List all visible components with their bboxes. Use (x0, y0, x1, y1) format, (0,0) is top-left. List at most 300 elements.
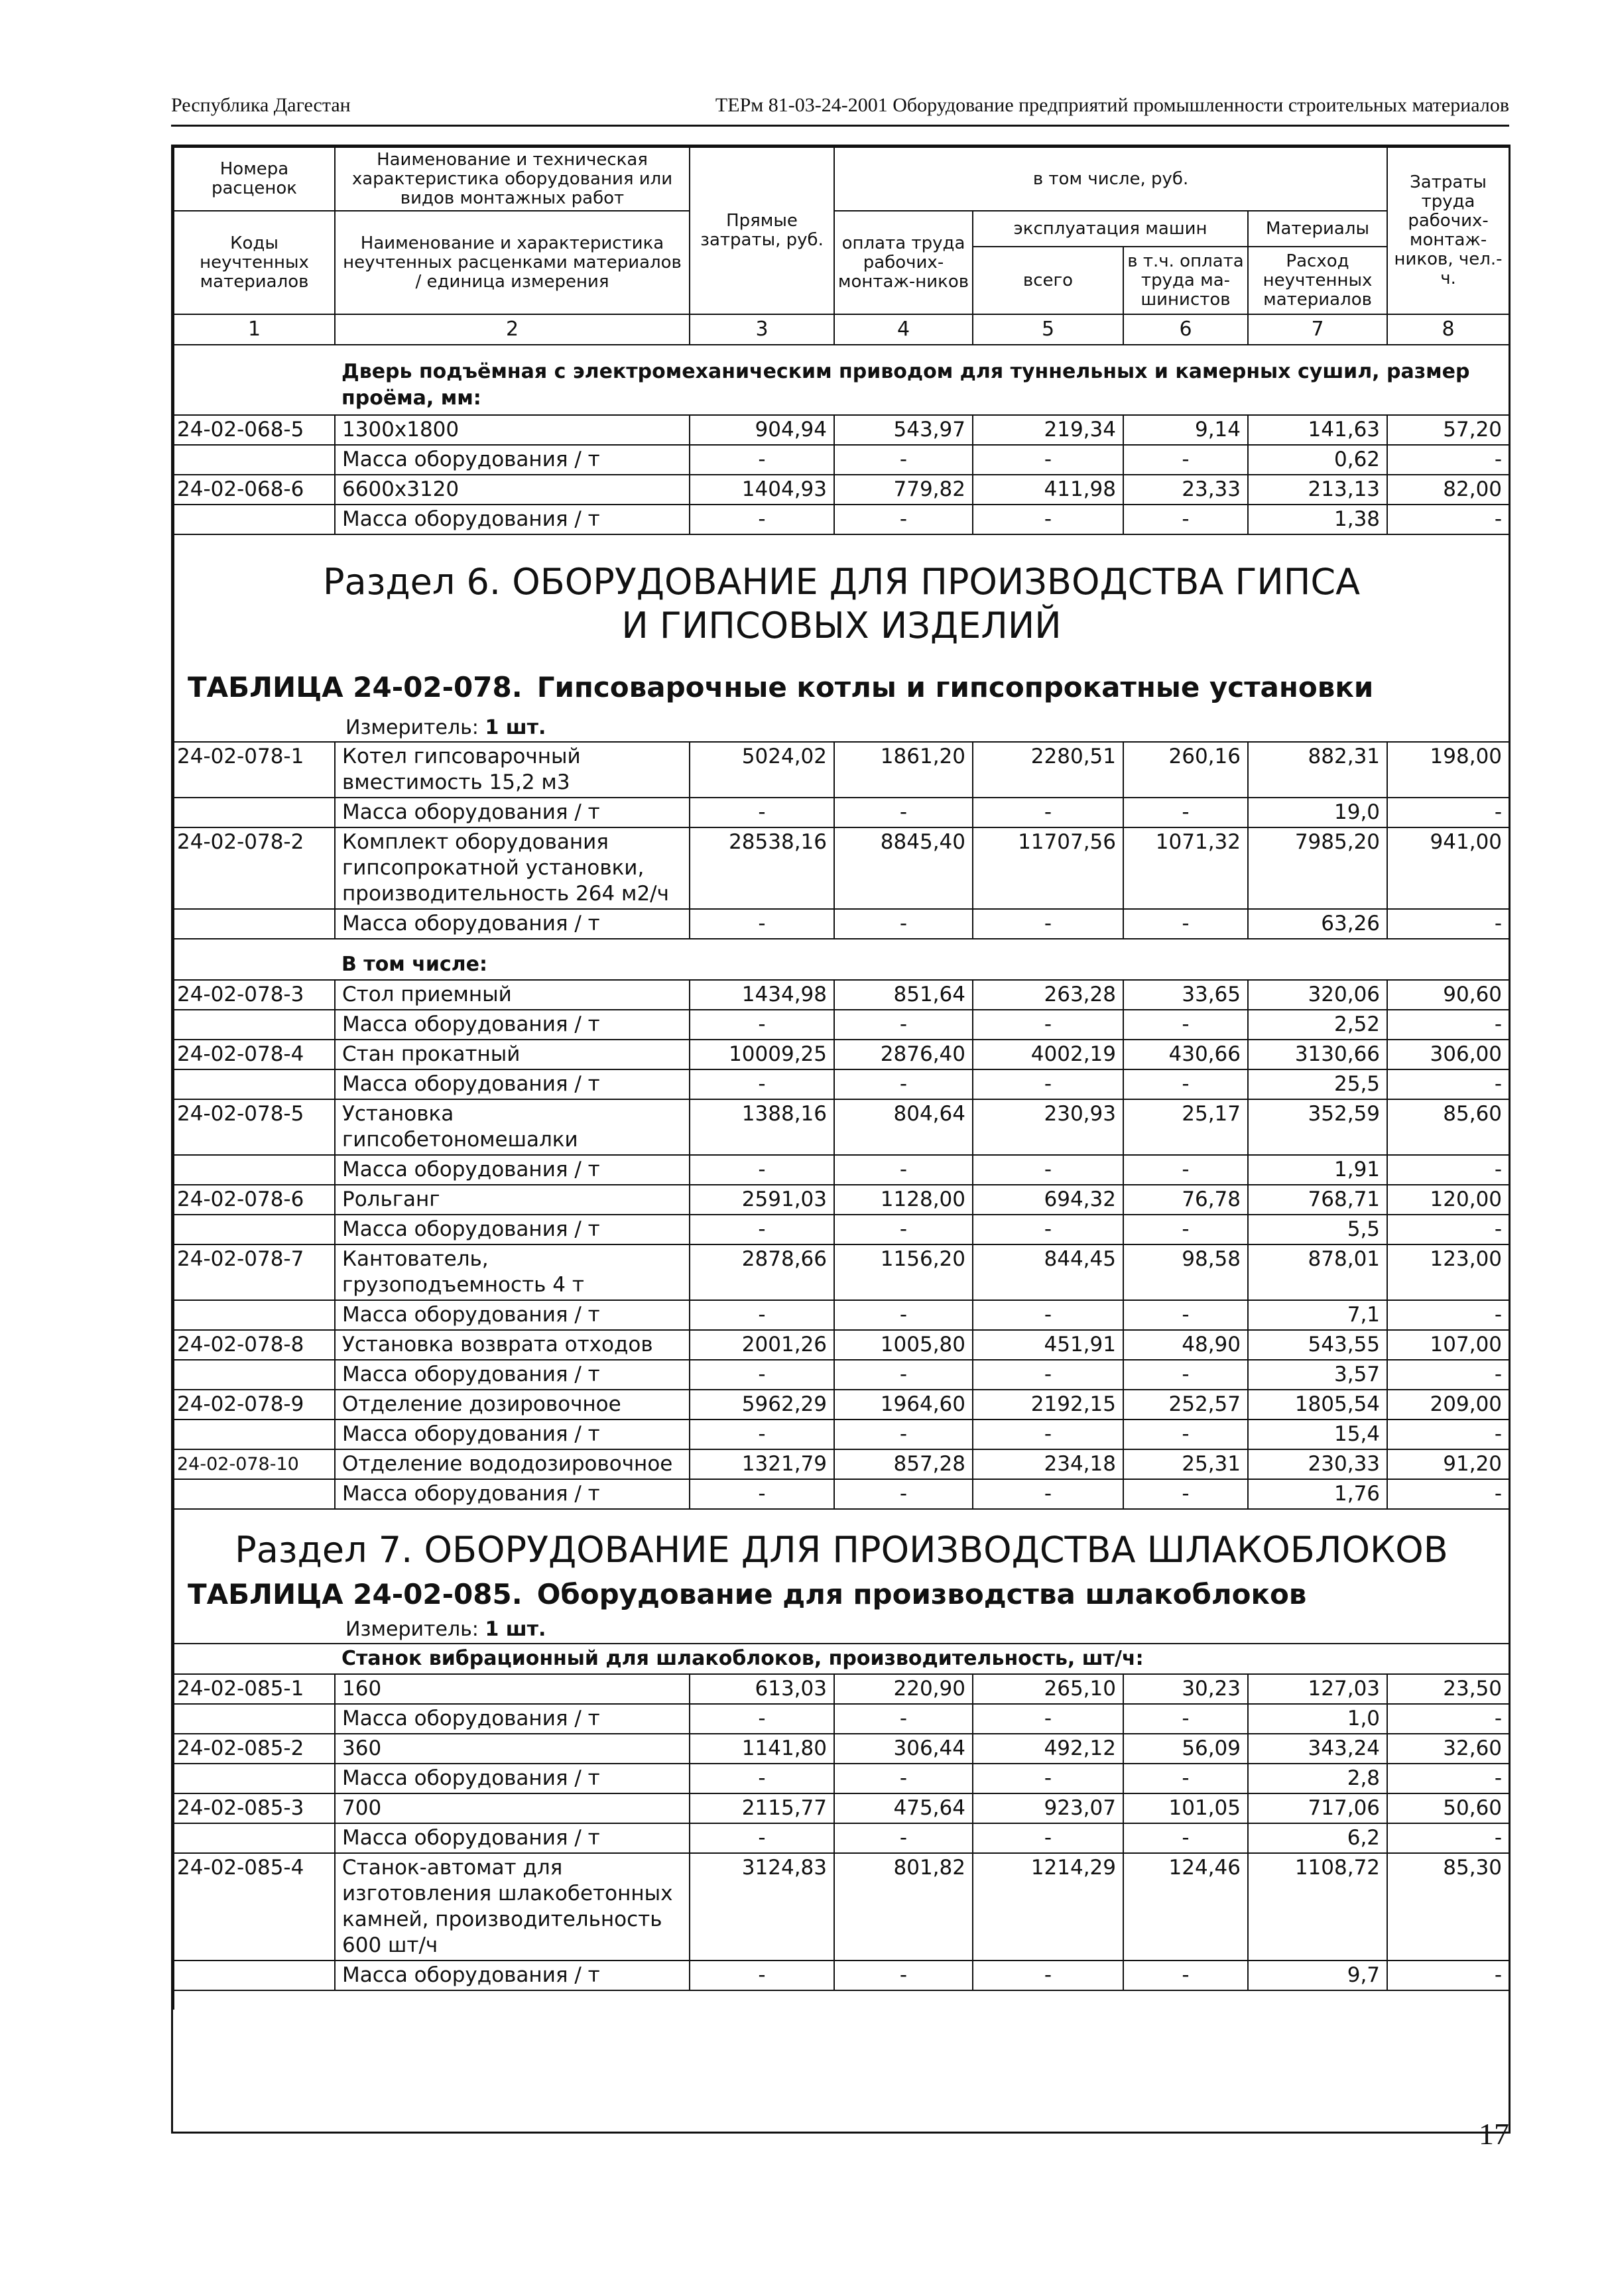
labor-cost: 85,60 (1387, 1099, 1509, 1155)
rate-code: 24-02-078-8 (174, 1330, 335, 1360)
item-name: Стол приемный (335, 980, 690, 1010)
labor-cost: - (1387, 1420, 1509, 1449)
labor-cost: 90,60 (1387, 980, 1509, 1010)
materials-value: 1108,72 (1248, 1853, 1387, 1961)
wage-cost: - (834, 1479, 973, 1509)
rate-code (174, 1961, 335, 1990)
machine-cost: - (973, 1479, 1123, 1509)
header-row-1 (174, 147, 1509, 211)
item-name: Масса оборудования / т (335, 1300, 690, 1330)
rate-code (174, 1704, 335, 1734)
machinist-wage: - (1123, 1961, 1248, 1990)
machinist-wage: 260,16 (1123, 742, 1248, 798)
item-name: Отделение дозировочное (335, 1390, 690, 1420)
machine-cost: - (973, 1764, 1123, 1793)
direct-cost: 2591,03 (690, 1185, 834, 1215)
direct-cost: - (690, 1704, 834, 1734)
col-materials-bottom: Расход неучтенных материалов (1248, 247, 1387, 314)
table-title (181, 671, 1502, 703)
wage-cost: - (834, 1961, 973, 1990)
machine-cost: - (973, 1420, 1123, 1449)
table-label: ТАБЛИЦА 24-02-078. (188, 671, 523, 703)
item-name: Установка гипсобетономешалки (335, 1099, 690, 1155)
col-code-bottom: Коды неучтенных материалов (174, 211, 335, 314)
wage-cost: - (834, 1704, 973, 1734)
col-incl: в том числе, руб. (834, 147, 1387, 211)
labor-cost: 85,30 (1387, 1853, 1509, 1961)
wage-cost: 2876,40 (834, 1040, 973, 1069)
direct-cost: - (690, 1155, 834, 1185)
direct-cost: 1321,79 (690, 1449, 834, 1479)
item-name: 700 (335, 1793, 690, 1823)
machine-cost: - (973, 445, 1123, 475)
rate-code (174, 1823, 335, 1853)
direct-cost: 613,03 (690, 1674, 834, 1704)
machinist-wage: 25,31 (1123, 1449, 1248, 1479)
machine-cost: - (973, 1300, 1123, 1330)
machinist-wage: - (1123, 798, 1248, 827)
direct-cost: 10009,25 (690, 1040, 834, 1069)
materials-value: 25,5 (1248, 1069, 1387, 1099)
wage-cost: 1156,20 (834, 1244, 973, 1300)
labor-cost: - (1387, 909, 1509, 939)
machinist-wage: - (1123, 445, 1248, 475)
direct-cost: 1388,16 (690, 1099, 834, 1155)
wage-cost: 857,28 (834, 1449, 973, 1479)
item-name: Масса оборудования / т (335, 1069, 690, 1099)
table-label: ТАБЛИЦА 24-02-085. (188, 1578, 523, 1610)
labor-cost: 23,50 (1387, 1674, 1509, 1704)
machine-cost: - (973, 1215, 1123, 1244)
section-6 (174, 534, 1509, 742)
materials-value: 127,03 (1248, 1674, 1387, 1704)
machinist-wage: 98,58 (1123, 1244, 1248, 1300)
rate-code: 24-02-078-4 (174, 1040, 335, 1069)
wage-cost: - (834, 798, 973, 827)
wage-cost: - (834, 1300, 973, 1330)
measure (181, 1616, 1502, 1643)
machine-cost: - (973, 798, 1123, 827)
table-row (174, 827, 1509, 909)
machinist-wage: 76,78 (1123, 1185, 1248, 1215)
col-number: 1 (174, 314, 335, 345)
subgroup (174, 939, 1509, 980)
direct-cost: 3124,83 (690, 1853, 834, 1961)
machine-cost: - (973, 1010, 1123, 1040)
item-name: Масса оборудования / т (335, 1764, 690, 1793)
wage-cost: 779,82 (834, 475, 973, 505)
machinist-wage: - (1123, 1360, 1248, 1390)
labor-cost: - (1387, 1764, 1509, 1793)
wage-cost: 8845,40 (834, 827, 973, 909)
item-name: 6600x3120 (335, 475, 690, 505)
machinist-wage: - (1123, 1823, 1248, 1853)
labor-cost: - (1387, 1215, 1509, 1244)
machinist-wage: 25,17 (1123, 1099, 1248, 1155)
item-name: Станок-автомат для изготовления шлакобетонных камней, производительность 600 шт/ч (335, 1853, 690, 1961)
direct-cost: 2115,77 (690, 1793, 834, 1823)
col-materials-top: Материалы (1248, 211, 1387, 247)
labor-cost: 91,20 (1387, 1449, 1509, 1479)
rate-code (174, 1215, 335, 1244)
item-name: Стан прокатный (335, 1040, 690, 1069)
direct-cost: - (690, 1823, 834, 1853)
item-name: Масса оборудования / т (335, 445, 690, 475)
table-row (174, 475, 1509, 505)
labor-cost: 120,00 (1387, 1185, 1509, 1215)
header-document-title: ТЕРм 81-03-24-2001 Оборудование предприятий промышленности строительных материалов (715, 94, 1509, 116)
direct-cost: 1404,93 (690, 475, 834, 505)
direct-cost: 904,94 (690, 415, 834, 445)
section-6-subrows (174, 980, 1509, 1509)
machinist-wage: 23,33 (1123, 475, 1248, 505)
machinist-wage: - (1123, 909, 1248, 939)
mass-row (174, 1300, 1509, 1330)
group-title: Станок вибрационный для шлакоблоков, производительность, шт/ч: (335, 1644, 1509, 1674)
machinist-wage: 33,65 (1123, 980, 1248, 1010)
rate-code: 24-02-085-3 (174, 1793, 335, 1823)
machine-cost: - (973, 505, 1123, 534)
wage-cost: - (834, 505, 973, 534)
mass-row (174, 1155, 1509, 1185)
wage-cost: - (834, 909, 973, 939)
direct-cost: 5024,02 (690, 742, 834, 798)
direct-cost: - (690, 1420, 834, 1449)
measure-value: 1 шт. (485, 1618, 546, 1641)
materials-value: 1,76 (1248, 1479, 1387, 1509)
direct-cost: - (690, 1010, 834, 1040)
table-row (174, 1734, 1509, 1764)
item-name: Установка возврата отходов (335, 1330, 690, 1360)
wage-cost: 543,97 (834, 415, 973, 445)
machine-cost: 265,10 (973, 1674, 1123, 1704)
direct-cost: - (690, 1300, 834, 1330)
machine-cost: 844,45 (973, 1244, 1123, 1300)
rate-code: 24-02-078-1 (174, 742, 335, 798)
materials-value: 9,7 (1248, 1961, 1387, 1990)
materials-value: 1,38 (1248, 505, 1387, 534)
item-name: Масса оборудования / т (335, 1704, 690, 1734)
price-table (173, 147, 1510, 2010)
measure-label: Измеритель: (345, 716, 479, 739)
materials-value: 1,0 (1248, 1704, 1387, 1734)
labor-cost: - (1387, 1155, 1509, 1185)
table-row (174, 1040, 1509, 1069)
machine-cost: 234,18 (973, 1449, 1123, 1479)
table-row (174, 415, 1509, 445)
machine-cost: - (973, 1823, 1123, 1853)
mass-row (174, 909, 1509, 939)
col-number: 5 (973, 314, 1123, 345)
machine-cost: - (973, 1360, 1123, 1390)
materials-value: 5,5 (1248, 1215, 1387, 1244)
machine-cost: 694,32 (973, 1185, 1123, 1215)
direct-cost: - (690, 1215, 834, 1244)
materials-value: 6,2 (1248, 1823, 1387, 1853)
col-labor: Затраты труда рабочих-монтаж-ников, чел.-ч. (1387, 147, 1509, 314)
materials-value: 882,31 (1248, 742, 1387, 798)
mass-row (174, 1010, 1509, 1040)
item-name: Масса оборудования / т (335, 505, 690, 534)
rate-code (174, 798, 335, 827)
labor-cost: 198,00 (1387, 742, 1509, 798)
wage-cost: 1005,80 (834, 1330, 973, 1360)
item-name: Масса оборудования / т (335, 1360, 690, 1390)
labor-cost: - (1387, 1479, 1509, 1509)
rate-code: 24-02-078-3 (174, 980, 335, 1010)
mass-row (174, 1823, 1509, 1853)
wage-cost: 804,64 (834, 1099, 973, 1155)
machinist-wage: - (1123, 505, 1248, 534)
col-machines-wage: в т.ч. оплата труда ма-шинистов (1123, 247, 1248, 314)
section-7-rows (174, 1674, 1509, 2010)
labor-cost: 57,20 (1387, 415, 1509, 445)
col-wage: оплата труда рабочих-монтаж-ников (834, 211, 973, 314)
wage-cost: - (834, 1764, 973, 1793)
section-6-rows (174, 742, 1509, 939)
mass-row (174, 798, 1509, 827)
table-row (174, 1674, 1509, 1704)
materials-value: 352,59 (1248, 1099, 1387, 1155)
item-name: Котел гипсоварочный вместимость 15,2 м3 (335, 742, 690, 798)
machinist-wage: - (1123, 1420, 1248, 1449)
machine-cost: 451,91 (973, 1330, 1123, 1360)
section-title: Раздел 7. ОБОРУДОВАНИЕ ДЛЯ ПРОИЗВОДСТВА ШЛАКОБЛОКОВ (235, 1529, 1448, 1571)
wage-cost: - (834, 1155, 973, 1185)
rate-code: 24-02-078-10 (174, 1449, 335, 1479)
direct-cost: - (690, 505, 834, 534)
machine-cost: 4002,19 (973, 1040, 1123, 1069)
machine-cost: 2280,51 (973, 742, 1123, 798)
direct-cost: 1434,98 (690, 980, 834, 1010)
header-row-2 (174, 211, 1509, 247)
materials-value: 230,33 (1248, 1449, 1387, 1479)
item-name: 160 (335, 1674, 690, 1704)
direct-cost: 28538,16 (690, 827, 834, 909)
machinist-wage: 101,05 (1123, 1793, 1248, 1823)
materials-value: 717,06 (1248, 1793, 1387, 1823)
labor-cost: - (1387, 1010, 1509, 1040)
mass-row (174, 1360, 1509, 1390)
table-row (174, 1244, 1509, 1300)
item-name: Кантователь, грузоподъемность 4 т (335, 1244, 690, 1300)
section-6-heading-row (174, 534, 1509, 742)
price-table-sheet (171, 145, 1511, 2134)
wage-cost: - (834, 1360, 973, 1390)
materials-value: 7,1 (1248, 1300, 1387, 1330)
block-door (174, 345, 1509, 534)
page-header (171, 91, 1509, 127)
machine-cost: 219,34 (973, 415, 1123, 445)
mass-row (174, 505, 1509, 534)
labor-cost: 306,00 (1387, 1040, 1509, 1069)
item-name: Масса оборудования / т (335, 1823, 690, 1853)
machinist-wage: 56,09 (1123, 1734, 1248, 1764)
labor-cost: - (1387, 1300, 1509, 1330)
machine-cost: 1214,29 (973, 1853, 1123, 1961)
spacer-row (174, 1990, 1509, 2010)
labor-cost: 32,60 (1387, 1734, 1509, 1764)
machinist-wage: 48,90 (1123, 1330, 1248, 1360)
rate-code (174, 1010, 335, 1040)
rate-code: 24-02-078-2 (174, 827, 335, 909)
rate-code (174, 1479, 335, 1509)
materials-value: 213,13 (1248, 475, 1387, 505)
wage-cost: - (834, 1010, 973, 1040)
table-name: Оборудование для производства шлакоблоков (536, 1578, 1307, 1610)
materials-value: 878,01 (1248, 1244, 1387, 1300)
table-row (174, 1853, 1509, 1961)
item-name: Масса оборудования / т (335, 1479, 690, 1509)
measure-label: Измеритель: (345, 1618, 479, 1641)
rate-code (174, 505, 335, 534)
item-name: Рольганг (335, 1185, 690, 1215)
rate-code (174, 909, 335, 939)
mass-row (174, 1479, 1509, 1509)
col-direct: Прямые затраты, руб. (690, 147, 834, 314)
mass-row (174, 1420, 1509, 1449)
wage-cost: 306,44 (834, 1734, 973, 1764)
col-number: 4 (834, 314, 973, 345)
labor-cost: 107,00 (1387, 1330, 1509, 1360)
section-7 (174, 1509, 1509, 1674)
col-machines-total: всего (973, 247, 1123, 314)
section-title-cont: И ГИПСОВЫХ ИЗДЕЛИЙ (621, 605, 1062, 646)
labor-cost: - (1387, 1823, 1509, 1853)
col-machines: эксплуатация машин (973, 211, 1248, 247)
table-row (174, 1793, 1509, 1823)
item-name: 360 (335, 1734, 690, 1764)
rate-code: 24-02-085-1 (174, 1674, 335, 1704)
wage-cost: 801,82 (834, 1853, 973, 1961)
rate-code (174, 1300, 335, 1330)
table-row (174, 1185, 1509, 1215)
machinist-wage: - (1123, 1764, 1248, 1793)
col-number: 8 (1387, 314, 1509, 345)
section-title: Раздел 6. ОБОРУДОВАНИЕ ДЛЯ ПРОИЗВОДСТВА ГИПСА (322, 561, 1361, 603)
labor-cost: - (1387, 505, 1509, 534)
item-name: Масса оборудования / т (335, 1155, 690, 1185)
section-7-heading-row (174, 1509, 1509, 1644)
machine-cost: - (973, 1704, 1123, 1734)
rate-code: 24-02-085-2 (174, 1734, 335, 1764)
item-name: Отделение вододозировочное (335, 1449, 690, 1479)
rate-code (174, 1155, 335, 1185)
labor-cost: 82,00 (1387, 475, 1509, 505)
labor-cost: - (1387, 1704, 1509, 1734)
col-number: 6 (1123, 314, 1248, 345)
item-name: Комплект оборудования гипсопрокатной установки, производительность 264 м2/ч (335, 827, 690, 909)
wage-cost: 851,64 (834, 980, 973, 1010)
col-number: 3 (690, 314, 834, 345)
col-name-top: Наименование и техническая характеристика оборудования или видов монтажных работ (335, 147, 690, 211)
machine-cost: 2192,15 (973, 1390, 1123, 1420)
mass-row (174, 1764, 1509, 1793)
mass-row (174, 445, 1509, 475)
wage-cost: - (834, 1420, 973, 1449)
direct-cost: - (690, 1069, 834, 1099)
mass-row (174, 1961, 1509, 1990)
materials-value: 0,62 (1248, 445, 1387, 475)
rate-code (174, 1360, 335, 1390)
subgroup-title: В том числе: (335, 939, 1509, 980)
wage-cost: - (834, 1069, 973, 1099)
materials-value: 7985,20 (1248, 827, 1387, 909)
machinist-wage: 252,57 (1123, 1390, 1248, 1420)
item-name: Масса оборудования / т (335, 1420, 690, 1449)
labor-cost: - (1387, 798, 1509, 827)
wage-cost: 475,64 (834, 1793, 973, 1823)
materials-value: 1,91 (1248, 1155, 1387, 1185)
materials-value: 3130,66 (1248, 1040, 1387, 1069)
table-title (181, 1578, 1502, 1610)
rate-code (174, 1764, 335, 1793)
item-name: Масса оборудования / т (335, 1961, 690, 1990)
rate-code: 24-02-078-7 (174, 1244, 335, 1300)
machinist-wage: 9,14 (1123, 415, 1248, 445)
mass-row (174, 1069, 1509, 1099)
materials-value: 3,57 (1248, 1360, 1387, 1390)
materials-value: 19,0 (1248, 798, 1387, 827)
machinist-wage: - (1123, 1155, 1248, 1185)
machinist-wage: 430,66 (1123, 1040, 1248, 1069)
machine-cost: - (973, 1155, 1123, 1185)
group-title: Дверь подъёмная с электромеханическим приводом для туннельных и камерных сушил, размер проёма, мм: (335, 345, 1509, 415)
table-row (174, 1099, 1509, 1155)
direct-cost: 1141,80 (690, 1734, 834, 1764)
item-name: Масса оборудования / т (335, 909, 690, 939)
subgroup-title-row (174, 939, 1509, 980)
machinist-wage: - (1123, 1479, 1248, 1509)
machinist-wage: - (1123, 1215, 1248, 1244)
direct-cost: - (690, 1961, 834, 1990)
materials-value: 343,24 (1248, 1734, 1387, 1764)
materials-value: 2,52 (1248, 1010, 1387, 1040)
rate-code (174, 1069, 335, 1099)
labor-cost: - (1387, 1069, 1509, 1099)
labor-cost: - (1387, 1360, 1509, 1390)
wage-cost: 1964,60 (834, 1390, 973, 1420)
col-number: 2 (335, 314, 690, 345)
wage-cost: - (834, 1215, 973, 1244)
machinist-wage: 30,23 (1123, 1674, 1248, 1704)
labor-cost: 209,00 (1387, 1390, 1509, 1420)
column-numbers-row (174, 314, 1509, 345)
item-name: Масса оборудования / т (335, 798, 690, 827)
group-title-row (174, 1644, 1509, 1674)
wage-cost: 220,90 (834, 1674, 973, 1704)
machinist-wage: 1071,32 (1123, 827, 1248, 909)
machine-cost: - (973, 1069, 1123, 1099)
table-row (174, 1390, 1509, 1420)
header-region: Республика Дагестан (171, 94, 351, 116)
labor-cost: - (1387, 445, 1509, 475)
rate-code (174, 1420, 335, 1449)
rate-code (174, 445, 335, 475)
machine-cost: - (973, 909, 1123, 939)
machine-cost: 230,93 (973, 1099, 1123, 1155)
materials-value: 543,55 (1248, 1330, 1387, 1360)
wage-cost: 1128,00 (834, 1185, 973, 1215)
direct-cost: - (690, 1764, 834, 1793)
machine-cost: 492,12 (973, 1734, 1123, 1764)
table-row (174, 1330, 1509, 1360)
machine-cost: 411,98 (973, 475, 1123, 505)
measure-value: 1 шт. (485, 716, 546, 739)
direct-cost: 5962,29 (690, 1390, 834, 1420)
materials-value: 768,71 (1248, 1185, 1387, 1215)
machine-cost: 263,28 (973, 980, 1123, 1010)
